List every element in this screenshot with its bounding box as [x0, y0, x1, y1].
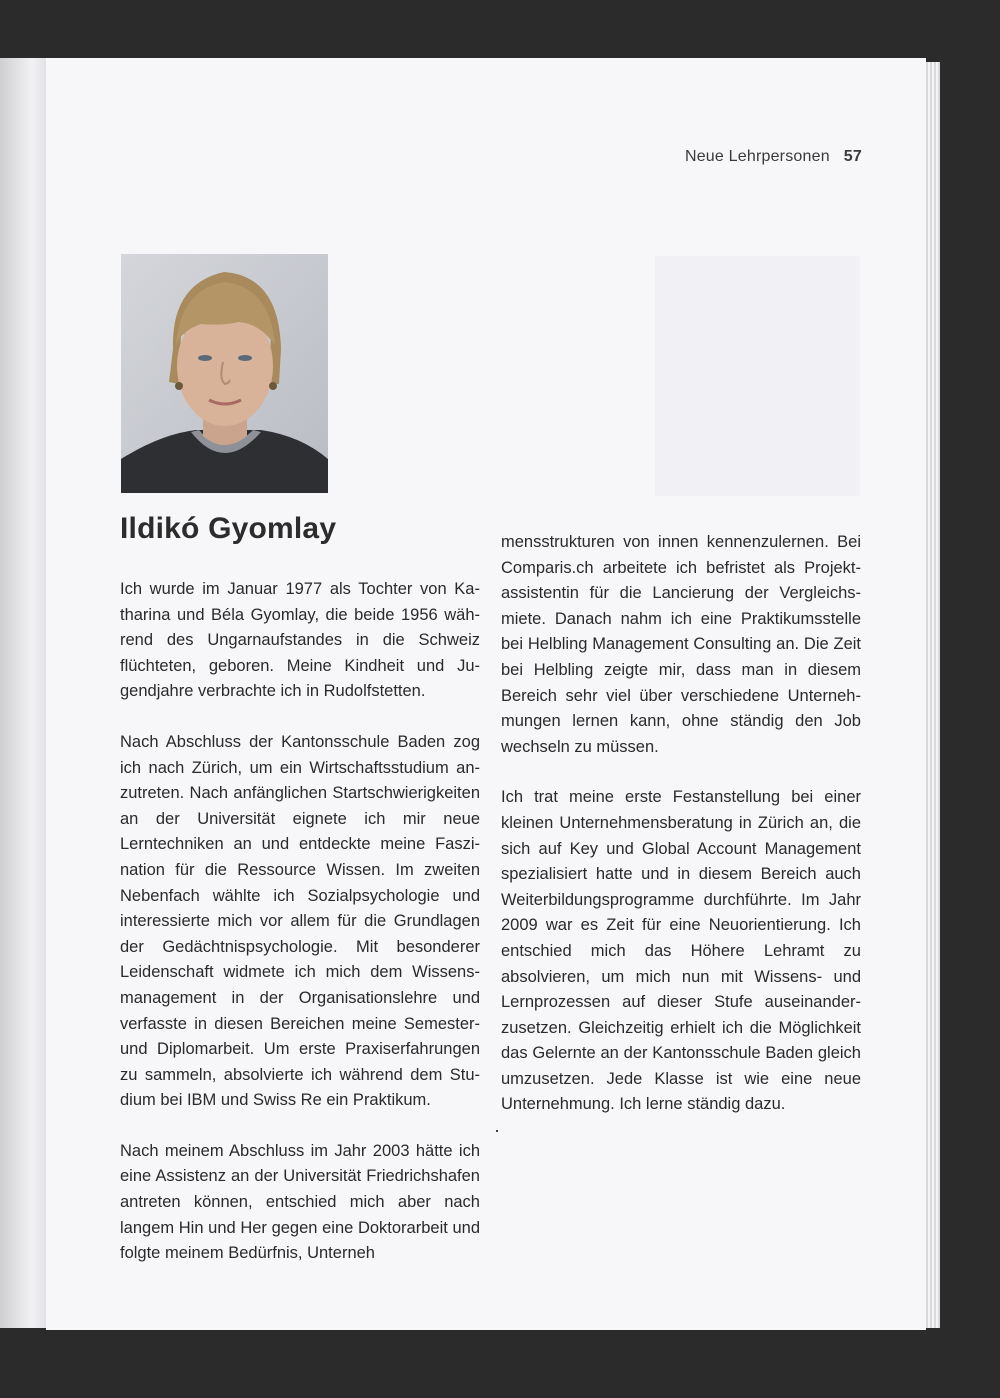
running-header	[685, 148, 862, 166]
paragraph: Ich trat meine erste Festanstellung bei einer kleinen Unternehmensberatung in Zürich an, die sich auf Key und Global Account Management spezialisiert hatte und in diesem Bereich auch Weiterbildungsprogramme durchführte. Im Jahr 2009 war es Zeit für eine Neuorientierung. Ich entschied mich das Höhere Lehramt zu absolvieren, um mich nun mit Wissens- und Lernprozessen auf dieser Stufe auseinanderzusetzen. Gleichzeitig erhielt ich die Möglichkeit das Gelernte an der Kantonsschule Baden gleich umzusetzen. Jede Klasse ist wie eine neue Unternehmung. Ich lerne ständig dazu.	[501, 788, 861, 1114]
portrait-photo	[121, 254, 328, 493]
paragraph: Nach meinem Abschluss im Jahr 2003 hätte ich eine Assistenz an der Universität Friedrichshafen antreten können, entschied mich aber nach langem Hin und Her gegen eine Doktorarbeit und folgte meinem Bedürfnis, Unterneh	[120, 1141, 480, 1263]
text-column-right	[501, 530, 861, 1118]
paragraph: mensstrukturen von innen kennenzulernen. Bei Comparis.ch arbeitete ich befristet als Projektassistentin für die Lancierung der Vergleichsmiete. Danach nahm ich eine Praktikumsstelle bei Helbling Management Consulting an. Die Zeit bei Helbling zeigte mir, dass man in diesem Bereich sehr viel über verschiedene Unternehmungen lernen kann, ohne ständig den Job wechseln zu müssen.	[501, 533, 861, 756]
section-title: Neue Lehrpersonen	[684, 148, 830, 165]
page-stack-edge	[926, 62, 940, 1328]
text-column-left	[120, 577, 480, 1267]
paragraph: Nach Abschluss der Kantonsschule Baden zog ich nach Zürich, um ein Wirtschaftsstudium anzutreten. Nach anfänglichen Startschwierigkeiten an der Universität eignete ich mir neue Lerntechniken an und entdeckte meine Faszination für die Ressource Wissen. Im zweiten Nebenfach wählte ich Sozialpsychologie und interessierte mich vor allem für die Grundlagen der Gedächtnispsychologie. Mit besonderer Leidenschaft widmete ich mich dem Wissensmanagement in der Organisationslehre und verfasste in diesen Bereichen meine Semester- und Diplomarbeit. Um erste Praxiserfahrungen zu sammeln, absolvierte ich während dem Studium bei IBM und Swiss Re ein Praktikum.	[120, 732, 480, 1110]
paragraph: Ich wurde im Januar 1977 als Tochter von Katharina und Béla Gyomlay, die beide 1956 während des Ungarnaufstandes in die Schweiz flüchteten, geboren. Meine Kindheit und Jugendjahre verbrachte ich in Rudolfstetten.	[120, 580, 480, 701]
portrait-photo-icon	[121, 254, 328, 493]
person-name: Ildikó Gyomlay	[120, 512, 337, 545]
facing-page-edge	[0, 58, 46, 1328]
page-number: 57	[843, 148, 862, 165]
stray-mark	[496, 1130, 498, 1132]
show-through-photo	[655, 256, 860, 496]
